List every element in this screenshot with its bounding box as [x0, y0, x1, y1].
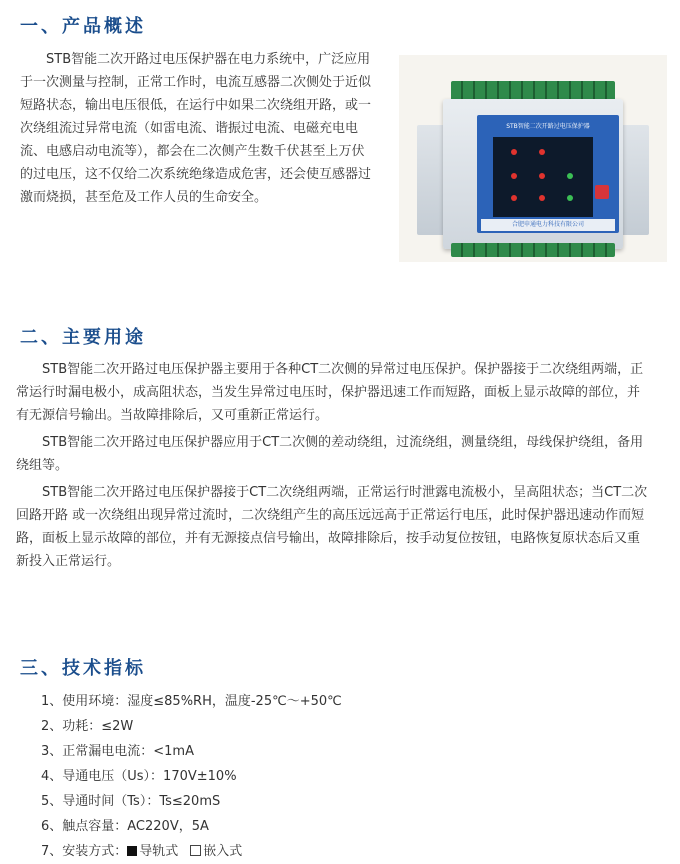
led-indicator: [567, 173, 573, 179]
spec-item: 6、触点容量：AC220V，5A: [41, 819, 209, 834]
overview-line: 于一次测量与控制，正常工作时，电流互感器二次侧处于近似: [20, 75, 372, 90]
usage-line: STB智能二次开路过电压保护器主要用于各种CT二次侧的异常过电压保护。保护器接于二次绕组两端，正: [42, 362, 644, 377]
spec-list: [41, 689, 342, 864]
led-indicator: [539, 149, 545, 155]
usage-line: 有无源信号输出。当故障排除后，又可重新正常运行。: [16, 408, 329, 423]
usage-paragraph-2: [16, 431, 666, 477]
led-indicator: [567, 195, 573, 201]
led-indicator: [511, 173, 517, 179]
overview-line: STB智能二次开路过电压保护器在电力系统中，广泛应用: [46, 52, 371, 67]
device-faceplate: [477, 115, 619, 233]
usage-line: 绕组等。: [16, 458, 69, 473]
spec-item-install: [41, 839, 342, 864]
reset-button: [595, 185, 609, 199]
checked-box-icon: [127, 846, 137, 856]
usage-line: 常运行时漏电极小，成高阻状态，当发生异常过电压时，保护器迅速工作而短路，面板上显示故障的部位，并: [16, 385, 641, 400]
install-option-selected: 导轨式: [139, 844, 179, 859]
usage-line: 回路开路 或一次绕组出现异常过流时，二次绕组产生的高压远远高于正常运行电压，此时保护器迅速动作而短: [16, 508, 645, 523]
usage-line: STB智能二次开路过电压保护器应用于CT二次侧的差动绕组，过流绕组，测量绕组，母线保护绕组，备用: [42, 435, 644, 450]
overview-line: 的过电压，这不仅给二次系统绝缘造成危害，还会使互感器过: [20, 167, 372, 182]
mount-bracket-right: [619, 125, 649, 235]
spec-item: 1、使用环境：湿度≤85%RH，温度-25℃～+50℃: [41, 694, 342, 709]
faceplate-title: STB智能二次开路过电压保护器: [506, 123, 590, 130]
overview-paragraph: [20, 48, 392, 209]
usage-paragraph-3: [16, 481, 666, 573]
install-label: 7、安装方式：: [41, 844, 128, 859]
install-option-unselected: 嵌入式: [203, 844, 243, 859]
terminal-block-bottom: [451, 243, 615, 257]
spec-item: 5、导通时间（Ts）：Ts≤20mS: [41, 794, 221, 809]
faceplate-company: 合肥申通电力科技有限公司: [481, 219, 615, 231]
led-indicator: [511, 149, 517, 155]
led-indicator: [511, 195, 517, 201]
section-title-overview: 一、产品概述: [20, 16, 146, 37]
overview-line: 激而烧损，甚至危及工作人员的生命安全。: [20, 190, 268, 205]
spec-item: 3、正常漏电电流：<1mA: [41, 744, 194, 759]
usage-line: 路，面板上显示故障的部位，并有无源接点信号输出，故障排除后，按手动复位按钮，电路恢复原状态后又重: [16, 531, 641, 546]
overview-line: 短路状态，输出电压很低，在运行中如果二次绕组开路，或一: [20, 98, 372, 113]
usage-line: STB智能二次开路过电压保护器接于CT二次绕组两端，正常运行时泄露电流极小，呈高阻状态；当CT二次: [42, 485, 648, 500]
overview-line: 次绕组流过异常电流（如雷电流、谐振过电流、电磁充电电: [20, 121, 359, 136]
led-indicator: [539, 173, 545, 179]
section-title-usage: 二、主要用途: [20, 327, 146, 348]
section-title-specs: 三、技术指标: [20, 658, 146, 679]
spec-item: 2、功耗：≤2W: [41, 719, 134, 734]
usage-paragraph-1: [16, 358, 666, 427]
spec-item: 4、导通电压（Us）：170V±10%: [41, 769, 237, 784]
usage-line: 新投入正常运行。: [16, 554, 121, 569]
overview-line: 流、电感启动电流等），都会在二次侧产生数千伏甚至上万伏: [20, 144, 365, 159]
led-indicator: [539, 195, 545, 201]
indicator-window: [493, 137, 593, 217]
product-photo: [399, 55, 667, 262]
unchecked-box-icon: [190, 845, 201, 856]
